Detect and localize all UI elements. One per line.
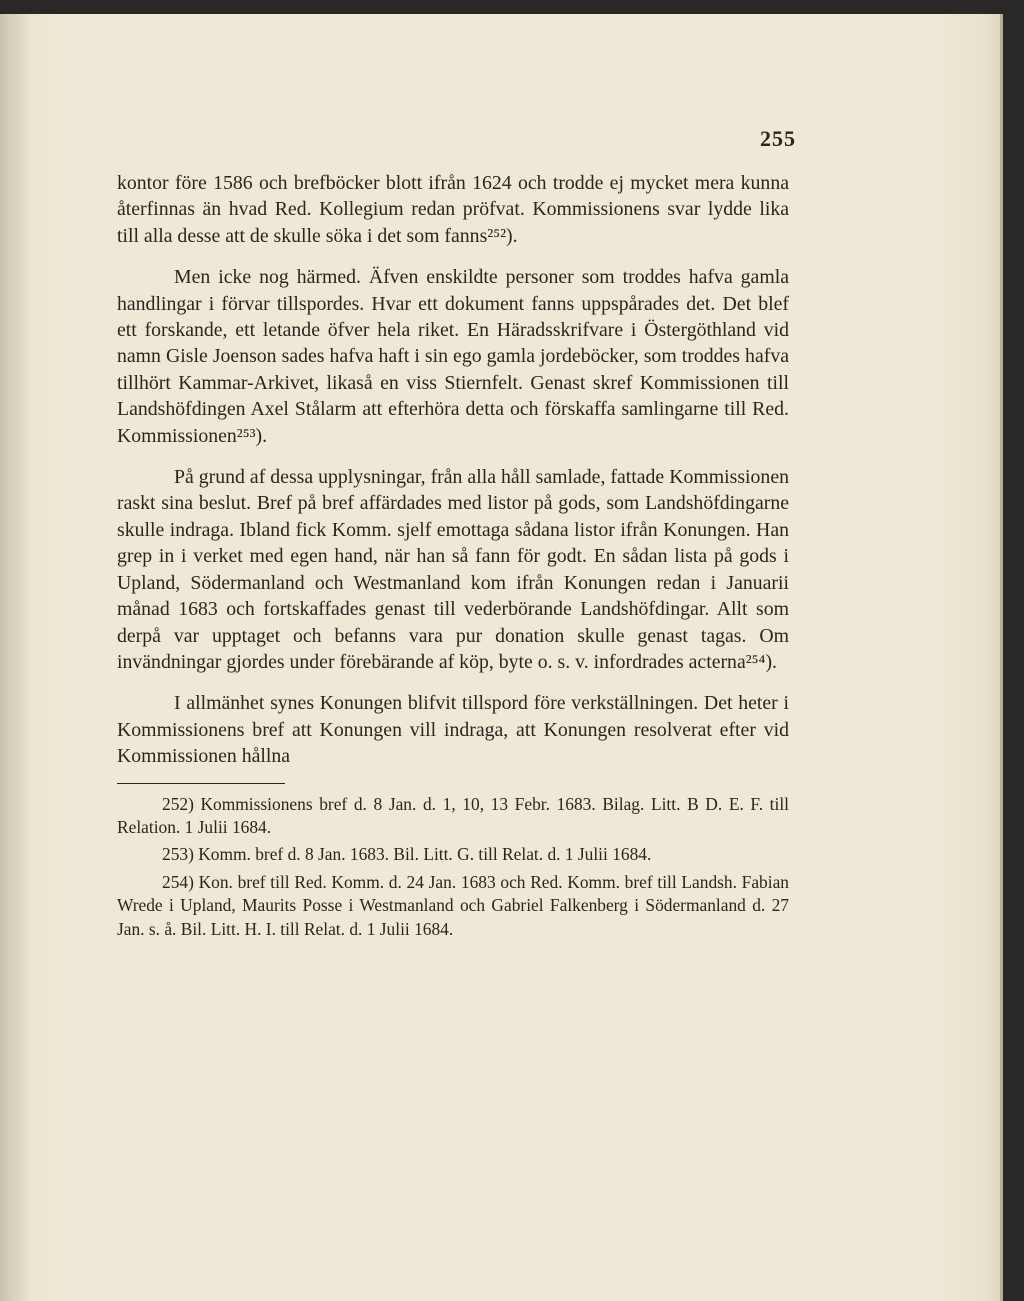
paragraph-1: kontor före 1586 och brefböcker blott ifrån 1624 och trodde ej mycket mera kunna återfinnas än hvad Red. Kollegium redan pröfvat. Kommissionens svar lydde lika till alla desse att de skulle söka i det som fanns²⁵²). (117, 172, 789, 247)
page-number: 255 (760, 126, 796, 151)
paragraph-3: På grund af dessa upplysningar, från alla håll samlade, fattade Kommissionen raskt sina beslut. Bref på bref affärdades med listor på gods, som Landshöfdingarne skulle indraga. Ibland fick Komm. sjelf emottaga sådana listor ifrån Konungen. Han grep in i verket med egen hand, när han så fann för godt. En sådan lista på gods i Upland, Södermanland och Westmanland kom ifrån Konungen redan i Januarii månad 1683 och fortskaffades genast till vederbörande Landshöfdingar. Allt som derpå var upptaget och befanns vara pur donation skulle genast tagas. Om invändningar gjordes under förebärande af köp, byte o. s. v. infordrades acterna²⁵⁴). (117, 466, 789, 673)
paragraph-2: Men icke nog härmed. Äfven enskildte personer som troddes hafva gamla handlingar i förvar tillspordes. Hvar ett dokument fanns uppspårades det. Det blef ett forskande, ett letande öfver hela riket. En Häradsskrifvare i Östergöthland vid namn Gisle Joenson sades hafva haft i sin ego gamla jordeböcker, som troddes hafva tillhört Kammar-Arkivet, likaså en viss Stiernfelt. Genast skref Kommissionen till Landshöfdingen Axel Stålarm att efterhöra detta och förskaffa samlingarne till Red. Kommissionen²⁵³). (117, 266, 789, 447)
binding-gutter (0, 14, 30, 1301)
footnote-divider (117, 783, 285, 784)
footnotes (117, 793, 789, 941)
footnote-252: 252) Kommissionens bref d. 8 Jan. d. 1, 10, 13 Febr. 1683. Bilag. Litt. B D. E. F. till Relation. 1 Julii 1684. (117, 793, 789, 837)
page-edge (1000, 14, 1003, 1301)
paragraph-4: I allmänhet synes Konungen blifvit tillspord före verkställningen. Det heter i Kommissionens bref att Konungen vill indraga, att Konungen resolverat efter vid Kommissionen hållna (117, 692, 789, 768)
footnote-253: 253) Komm. bref d. 8 Jan. 1683. Bil. Litt. G. till Relat. d. 1 Julii 1684. (162, 844, 652, 865)
footnote-254: 254) Kon. bref till Red. Komm. d. 24 Jan. 1683 och Red. Komm. bref till Landsh. Fabian Wrede i Upland, Maurits Posse i Westmanland och Gabriel Falkenberg i Södermanland d. 27 Jan. s. å. Bil. Litt. H. I. till Relat. d. 1 Julii 1684. (117, 871, 789, 939)
text-block (117, 170, 789, 941)
